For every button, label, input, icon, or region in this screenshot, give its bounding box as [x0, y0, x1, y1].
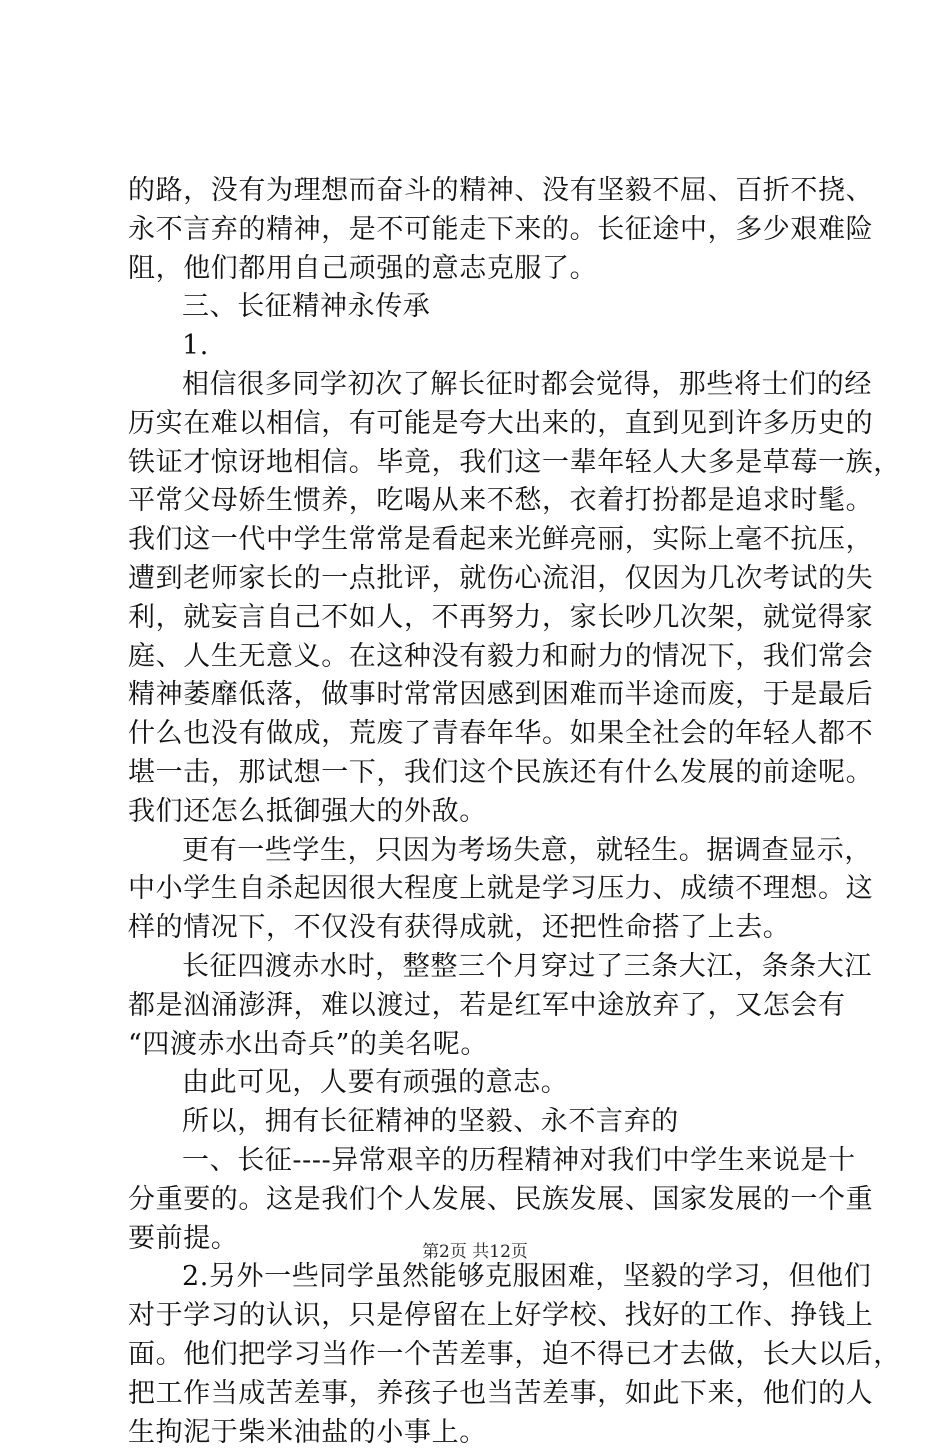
text-line: 庭、人生无意义。在这种没有毅力和耐力的情况下，我们常会 [128, 638, 828, 677]
page-footer: 第2页 共12页 [0, 1240, 950, 1264]
text-line: 精神萎靡低落，做事时常常因感到困难而半途而废，于是最后 [128, 676, 828, 715]
text-line: 相信很多同学初次了解长征时都会觉得，那些将士们的经 [128, 366, 828, 405]
text-line: 平常父母娇生惯养，吃喝从来不愁，衣着打扮都是追求时髦。 [128, 482, 828, 521]
text-line: 什么也没有做成，荒废了青春年华。如果全社会的年轻人都不 [128, 715, 828, 754]
text-line: 要前提。 [128, 1220, 828, 1259]
text-line: 更有一些学生，只因为考场失意，就轻生。据调查显示， [128, 832, 828, 871]
text-line: 2.另外一些同学虽然能够克服困难，坚毅的学习，但他们 [128, 1258, 828, 1297]
text-line: 遭到老师家长的一点批评，就伤心流泪，仅因为几次考试的失 [128, 560, 828, 599]
text-line: 都是汹涌澎湃，难以渡过，若是红军中途放弃了，又怎会有 [128, 987, 828, 1026]
text-line: 1. [128, 327, 828, 366]
text-line: 由此可见，人要有顽强的意志。 [128, 1064, 828, 1103]
text-line: 所以，拥有长征精神的坚毅、永不言弃的 [128, 1103, 828, 1142]
text-line: 样的情况下，不仅没有获得成就，还把性命搭了上去。 [128, 909, 828, 948]
text-line: 堪一击，那试想一下，我们这个民族还有什么发展的前途呢。 [128, 754, 828, 793]
text-line: 三、长征精神永传承 [128, 288, 828, 327]
text-line: “四渡赤水出奇兵”的美名呢。 [128, 1026, 828, 1065]
text-line: 分重要的。这是我们个人发展、民族发展、国家发展的一个重 [128, 1181, 828, 1220]
text-line: 阻，他们都用自己顽强的意志克服了。 [128, 250, 828, 289]
text-line: 长征四渡赤水时，整整三个月穿过了三条大江，条条大江 [128, 948, 828, 987]
text-line: 把工作当成苦差事，养孩子也当苦差事，如此下来，他们的人 [128, 1375, 828, 1414]
text-line: 永不言弃的精神，是不可能走下来的。长征途中，多少艰难险 [128, 211, 828, 250]
text-line: 的路，没有为理想而奋斗的精神、没有坚毅不屈、百折不挠、 [128, 172, 828, 211]
text-line: 中小学生自杀起因很大程度上就是学习压力、成绩不理想。这 [128, 870, 828, 909]
text-line: 一、长征----异常艰辛的历程精神对我们中学生来说是十 [128, 1142, 828, 1181]
text-line: 历实在难以相信，有可能是夸大出来的，直到见到许多历史的 [128, 405, 828, 444]
text-line: 面。他们把学习当作一个苦差事，迫不得已才去做，长大以后， [128, 1336, 828, 1375]
text-line: 我们还怎么抵御强大的外敌。 [128, 793, 828, 832]
text-line: 利，就妄言自己不如人，不再努力，家长吵几次架，就觉得家 [128, 599, 828, 638]
text-line: 生拘泥于柴米油盐的小事上。 [128, 1414, 828, 1452]
text-line: 对于学习的认识，只是停留在上好学校、找好的工作、挣钱上 [128, 1297, 828, 1336]
text-line: 我们这一代中学生常常是看起来光鲜亮丽，实际上毫不抗压， [128, 521, 828, 560]
text-line: 铁证才惊讶地相信。毕竟，我们这一辈年轻人大多是草莓一族， [128, 444, 828, 483]
